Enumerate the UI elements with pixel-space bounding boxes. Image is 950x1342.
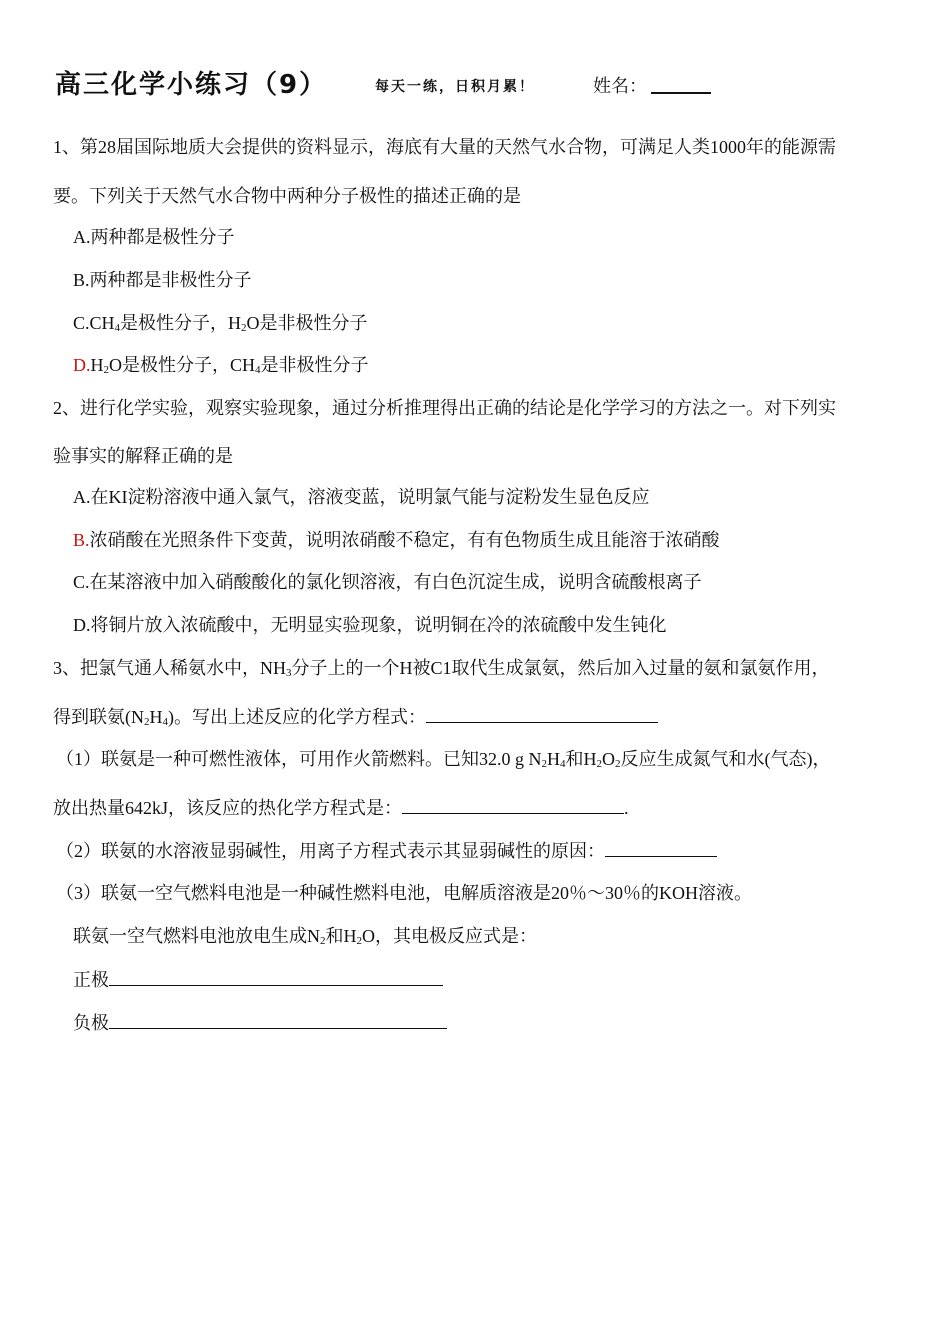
motto: 每天一练，日积月累！ (375, 79, 535, 95)
q1-option-b: B.两种都是非极性分子 (73, 270, 252, 290)
q1-stem-line2: 要。下列关于天然气水合物中两种分子极性的描述正确的是 (53, 186, 521, 206)
q1-option-d-pre: H (90, 355, 104, 375)
page-title: 高三化学小练习（9） (55, 70, 328, 100)
q1-option-c-pre: C.CH (73, 313, 115, 333)
q3-l1-post: 分子上的一个H被C1取代生成氯氨，然后加入过量的氨和氯氨作用， (291, 658, 830, 678)
q2-stem-line1: 2、进行化学实验，观察实验现象，通过分析推理得出正确的结论是化学学习的方法之一。对下列实 (53, 398, 836, 418)
q1-option-d-mid: O是极性分子，CH (109, 355, 256, 375)
q3-p3b-sub2: 2 (356, 935, 362, 947)
positive-electrode-row (73, 967, 443, 992)
q1-option-c-post: O是非极性分子 (246, 313, 368, 333)
q3-p2-text: （2）联氨的水溶液显弱碱性，用离子方程式表示其显弱碱性的原因： (56, 841, 605, 861)
q3-p1-sub3: 2 (596, 758, 602, 770)
q3-l1-pre: 3、把氯气通人稀氨水中，NH (53, 658, 286, 678)
q1-option-d-letter: D. (73, 355, 91, 375)
q3-p1-pre: （1）联氨是一种可燃性液体，可用作火箭燃料。已知32.0 g N (56, 749, 542, 769)
q3-part3: （3）联氨一空气燃料电池是一种碱性燃料电池，电解质溶液是20％～30％的KOH溶液。 (56, 883, 752, 903)
name-label: 姓名： (593, 76, 647, 96)
q1-option-d-sub1: 2 (103, 364, 109, 376)
q1-option-c-sub2: 2 (241, 322, 247, 334)
q3-p1-mid2: 和H (565, 749, 597, 769)
q1-option-a: A.两种都是极性分子 (73, 227, 235, 247)
q2-option-d: D.将铜片放入浓硫酸中，无明显实验现象，说明铜在冷的浓硫酸中发生钝化 (73, 615, 667, 635)
q3-p3b-pre: 联氨一空气燃料电池放电生成N (73, 926, 320, 946)
q3-stem-line1 (53, 656, 830, 680)
q3-p1-mid3: O (602, 749, 615, 769)
q2-stem-line2: 验事实的解释正确的是 (53, 446, 233, 466)
q2-option-b (73, 528, 720, 552)
q3-part1-line2 (53, 795, 629, 820)
q2-option-b-text: 浓硝酸在光照条件下变黄，说明浓硝酸不稳定，有有色物质生成且能溶于浓硝酸 (89, 530, 720, 550)
q3-l2-sub2: 4 (162, 716, 168, 728)
positive-electrode-label: 正极 (73, 970, 109, 990)
q1-option-d-sub2: 4 (255, 364, 261, 376)
negative-electrode-row (73, 1010, 447, 1035)
q3-p3b-post: O，其电极反应式是： (362, 926, 537, 946)
q3-p1-l2-text: 放出热量642kJ，该反应的热化学方程式是： (53, 798, 403, 818)
q3-p1-l2-end: . (624, 798, 629, 818)
q1-option-c (73, 311, 368, 335)
q3-p3b-mid: 和H (325, 926, 357, 946)
name-blank[interactable] (651, 74, 711, 94)
q1-option-d-post: 是非极性分子 (260, 355, 369, 375)
q3-l1-sub: 3 (286, 667, 292, 679)
q3-p1-mid1: H (547, 749, 560, 769)
q2-option-a: A.在KI淀粉溶液中通入氯气，溶液变蓝，说明氯气能与淀粉发生显色反应 (73, 487, 650, 507)
q3-l2-sub1: 2 (144, 716, 150, 728)
q3-p1-sub1: 2 (541, 758, 547, 770)
q3-l2-post: )。写出上述反应的化学方程式： (168, 707, 426, 727)
header (55, 64, 895, 104)
q3-equation-blank[interactable] (426, 704, 658, 723)
q3-p1-post: 反应生成氮气和水(气态)， (620, 749, 831, 769)
q1-option-d (73, 353, 369, 377)
q3-thermo-equation-blank[interactable] (402, 795, 624, 814)
q3-p1-sub2: 4 (560, 758, 566, 770)
q3-l2-pre: 得到联氨(N (53, 707, 144, 727)
q3-part1-line1 (56, 747, 831, 771)
q2-option-b-letter: B. (73, 530, 90, 550)
negative-electrode-blank[interactable] (109, 1010, 447, 1029)
q1-stem-line1: 1、第28届国际地质大会提供的资料显示，海底有大量的天然气水合物，可满足人类1000年的能源需 (53, 137, 836, 157)
q3-ionic-equation-blank[interactable] (605, 838, 717, 857)
q2-option-c: C.在某溶液中加入硝酸酸化的氯化钡溶液，有白色沉淀生成，说明含硫酸根离子 (73, 572, 702, 592)
q3-p1-sub4: 2 (615, 758, 621, 770)
q3-part3-line2 (73, 924, 537, 948)
q3-part2 (56, 838, 717, 863)
positive-electrode-blank[interactable] (109, 967, 443, 986)
q1-option-c-mid: 是极性分子，H (120, 313, 242, 333)
negative-electrode-label: 负极 (73, 1013, 109, 1033)
q1-option-c-sub1: 4 (114, 322, 121, 334)
q3-l2-mid: H (149, 707, 163, 727)
q3-p3b-sub1: 2 (320, 935, 326, 947)
q3-stem-line2 (53, 704, 658, 729)
